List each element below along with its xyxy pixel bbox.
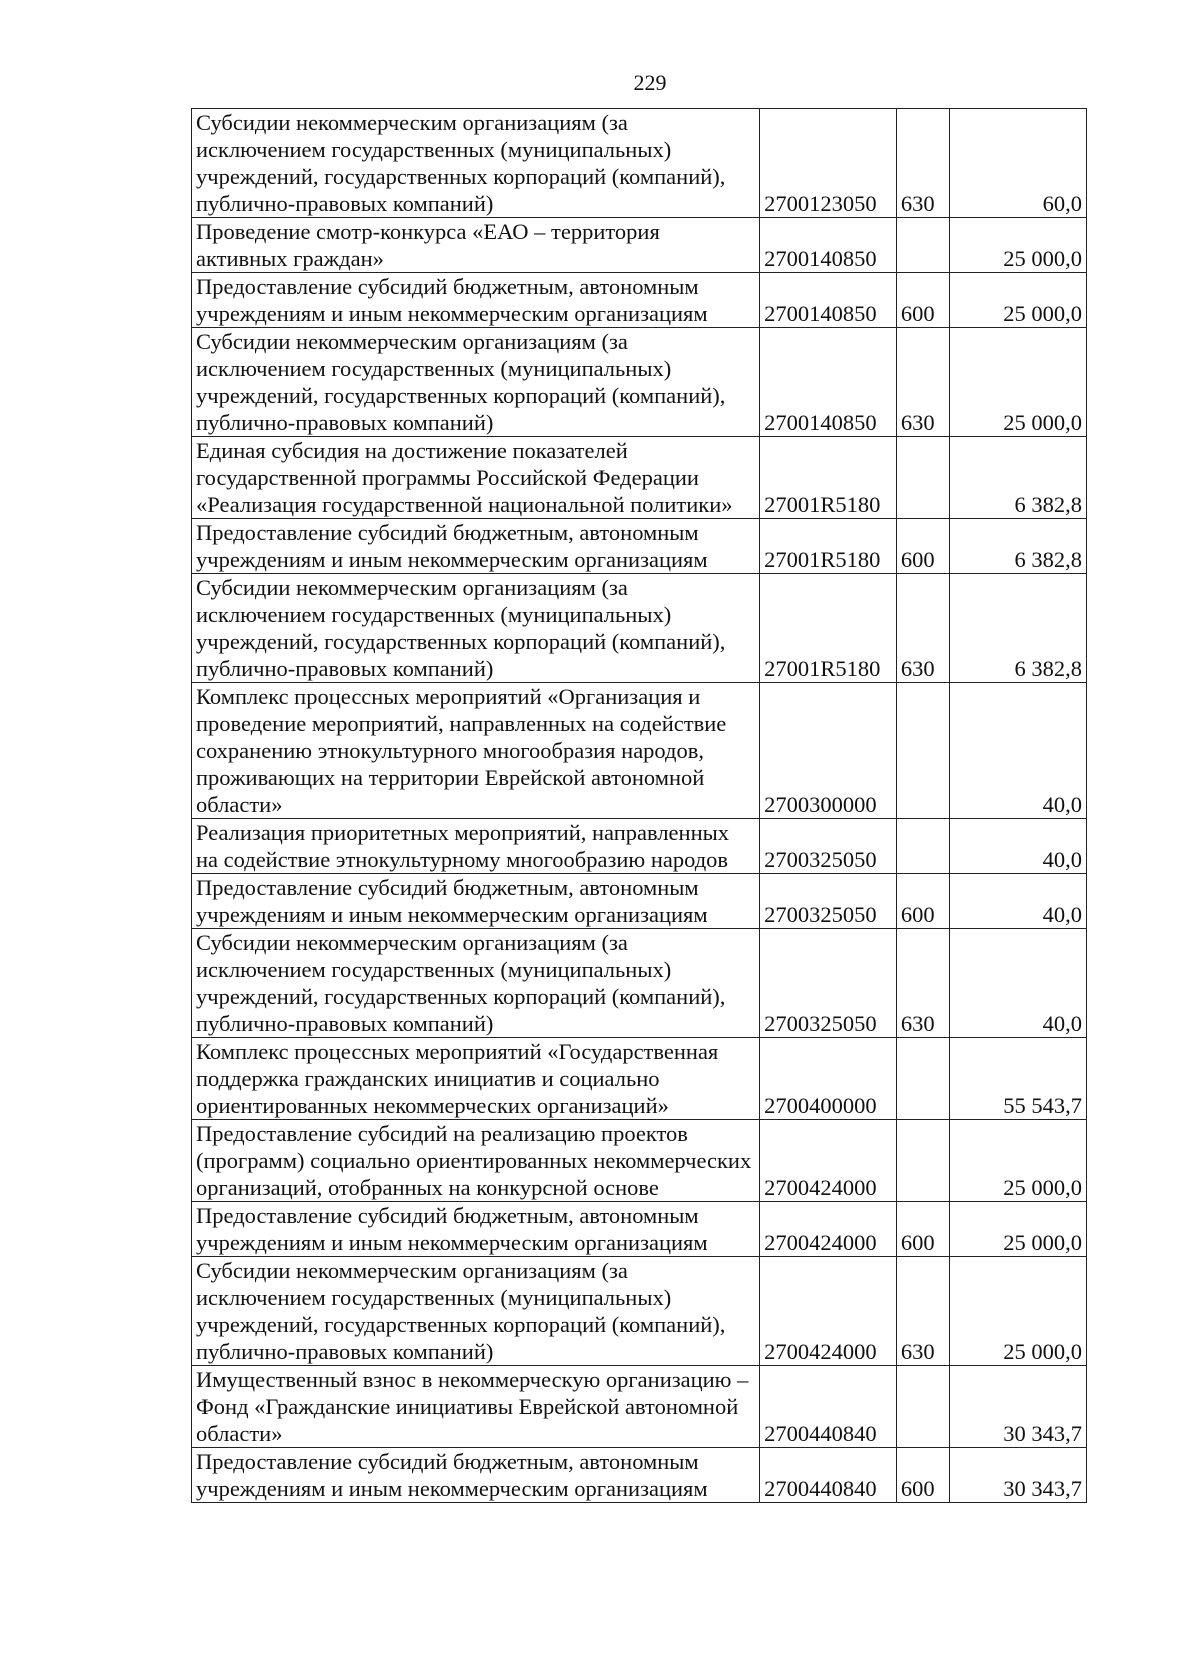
table-row [192, 437, 1087, 519]
row-code-cell: 2700300000 [760, 683, 897, 819]
row-description-cell: Предоставление субсидий бюджетным, автономным учреждениям и иным некоммерческим организациям [192, 1202, 760, 1257]
row-expense-type-cell [896, 1366, 949, 1448]
table-row [192, 519, 1087, 574]
row-amount-cell: 30 343,7 [950, 1448, 1087, 1503]
table-row [192, 1202, 1087, 1257]
table-row [192, 1120, 1087, 1202]
row-expense-type-cell [896, 1120, 949, 1202]
row-description-cell: Предоставление субсидий бюджетным, автономным учреждениям и иным некоммерческим организациям [192, 874, 760, 929]
table-row [192, 109, 1087, 218]
row-description-cell: Проведение смотр-конкурса «ЕАО – территория активных граждан» [192, 218, 760, 273]
row-expense-type-cell: 630 [896, 109, 949, 218]
row-amount-cell: 40,0 [950, 874, 1087, 929]
table-row [192, 328, 1087, 437]
row-code-cell: 2700424000 [760, 1257, 897, 1366]
row-expense-type-cell: 600 [896, 1448, 949, 1503]
row-code-cell: 2700140850 [760, 218, 897, 273]
row-description-cell: Субсидии некоммерческим организациям (за исключением государственных (муниципальных) учреждений, государственных корпораций (компаний), публично-правовых компаний) [192, 1257, 760, 1366]
table-row [192, 929, 1087, 1038]
row-expense-type-cell [896, 1038, 949, 1120]
row-amount-cell: 25 000,0 [950, 218, 1087, 273]
row-description-cell: Имущественный взнос в некоммерческую организацию – Фонд «Гражданские инициативы Еврейской автономной области» [192, 1366, 760, 1448]
row-description-cell: Предоставление субсидий на реализацию проектов (программ) социально ориентированных некоммерческих организаций, отобранных на конкурсной основе [192, 1120, 760, 1202]
budget-table-body [192, 109, 1087, 1503]
row-amount-cell: 40,0 [950, 929, 1087, 1038]
row-amount-cell: 25 000,0 [950, 273, 1087, 328]
row-description-cell: Предоставление субсидий бюджетным, автономным учреждениям и иным некоммерческим организациям [192, 273, 760, 328]
row-code-cell: 2700325050 [760, 819, 897, 874]
row-expense-type-cell: 600 [896, 1202, 949, 1257]
row-expense-type-cell [896, 218, 949, 273]
row-expense-type-cell: 630 [896, 929, 949, 1038]
page-number: 229 [633, 70, 667, 95]
row-description-cell: Субсидии некоммерческим организациям (за исключением государственных (муниципальных) учреждений, государственных корпораций (компаний), публично-правовых компаний) [192, 109, 760, 218]
row-description-cell: Субсидии некоммерческим организациям (за исключением государственных (муниципальных) учреждений, государственных корпораций (компаний), публично-правовых компаний) [192, 328, 760, 437]
row-expense-type-cell: 600 [896, 874, 949, 929]
row-code-cell: 2700140850 [760, 328, 897, 437]
row-code-cell: 2700424000 [760, 1202, 897, 1257]
table-row [192, 1257, 1087, 1366]
row-code-cell: 27001R5180 [760, 574, 897, 683]
row-expense-type-cell: 630 [896, 574, 949, 683]
row-description-cell: Единая субсидия на достижение показателей государственной программы Российской Федерации «Реализация государственной национальной политики» [192, 437, 760, 519]
row-code-cell: 2700440840 [760, 1366, 897, 1448]
table-row [192, 1038, 1087, 1120]
table-row [192, 874, 1087, 929]
row-description-cell: Комплекс процессных мероприятий «Организация и проведение мероприятий, направленных на содействие сохранению этнокультурного многообразия народов, проживающих на территории Еврейской автономной области» [192, 683, 760, 819]
row-amount-cell: 30 343,7 [950, 1366, 1087, 1448]
row-code-cell: 27001R5180 [760, 519, 897, 574]
table-row [192, 218, 1087, 273]
row-code-cell: 27001R5180 [760, 437, 897, 519]
row-expense-type-cell: 600 [896, 519, 949, 574]
table-row [192, 819, 1087, 874]
row-expense-type-cell [896, 437, 949, 519]
row-amount-cell: 25 000,0 [950, 1202, 1087, 1257]
row-description-cell: Субсидии некоммерческим организациям (за исключением государственных (муниципальных) учреждений, государственных корпораций (компаний), публично-правовых компаний) [192, 929, 760, 1038]
table-row [192, 1366, 1087, 1448]
table-row [192, 683, 1087, 819]
table-row [192, 1448, 1087, 1503]
row-code-cell: 2700325050 [760, 929, 897, 1038]
row-description-cell: Предоставление субсидий бюджетным, автономным учреждениям и иным некоммерческим организациям [192, 519, 760, 574]
row-amount-cell: 40,0 [950, 683, 1087, 819]
row-code-cell: 2700424000 [760, 1120, 897, 1202]
row-amount-cell: 25 000,0 [950, 1120, 1087, 1202]
row-expense-type-cell: 600 [896, 273, 949, 328]
row-amount-cell: 6 382,8 [950, 519, 1087, 574]
row-amount-cell: 40,0 [950, 819, 1087, 874]
row-expense-type-cell: 630 [896, 328, 949, 437]
row-amount-cell: 6 382,8 [950, 574, 1087, 683]
row-amount-cell: 25 000,0 [950, 328, 1087, 437]
row-code-cell: 2700140850 [760, 273, 897, 328]
row-description-cell: Субсидии некоммерческим организациям (за исключением государственных (муниципальных) учреждений, государственных корпораций (компаний), публично-правовых компаний) [192, 574, 760, 683]
row-amount-cell: 6 382,8 [950, 437, 1087, 519]
row-code-cell: 2700123050 [760, 109, 897, 218]
row-description-cell: Предоставление субсидий бюджетным, автономным учреждениям и иным некоммерческим организациям [192, 1448, 760, 1503]
row-expense-type-cell [896, 683, 949, 819]
row-amount-cell: 60,0 [950, 109, 1087, 218]
row-expense-type-cell: 630 [896, 1257, 949, 1366]
row-expense-type-cell [896, 819, 949, 874]
row-code-cell: 2700440840 [760, 1448, 897, 1503]
budget-table [191, 108, 1087, 1503]
row-description-cell: Реализация приоритетных мероприятий, направленных на содействие этнокультурному многообразию народов [192, 819, 760, 874]
row-description-cell: Комплекс процессных мероприятий «Государственная поддержка гражданских инициатив и социально ориентированных некоммерческих организаций» [192, 1038, 760, 1120]
row-code-cell: 2700325050 [760, 874, 897, 929]
table-row [192, 574, 1087, 683]
row-amount-cell: 55 543,7 [950, 1038, 1087, 1120]
row-code-cell: 2700400000 [760, 1038, 897, 1120]
row-amount-cell: 25 000,0 [950, 1257, 1087, 1366]
table-row [192, 273, 1087, 328]
